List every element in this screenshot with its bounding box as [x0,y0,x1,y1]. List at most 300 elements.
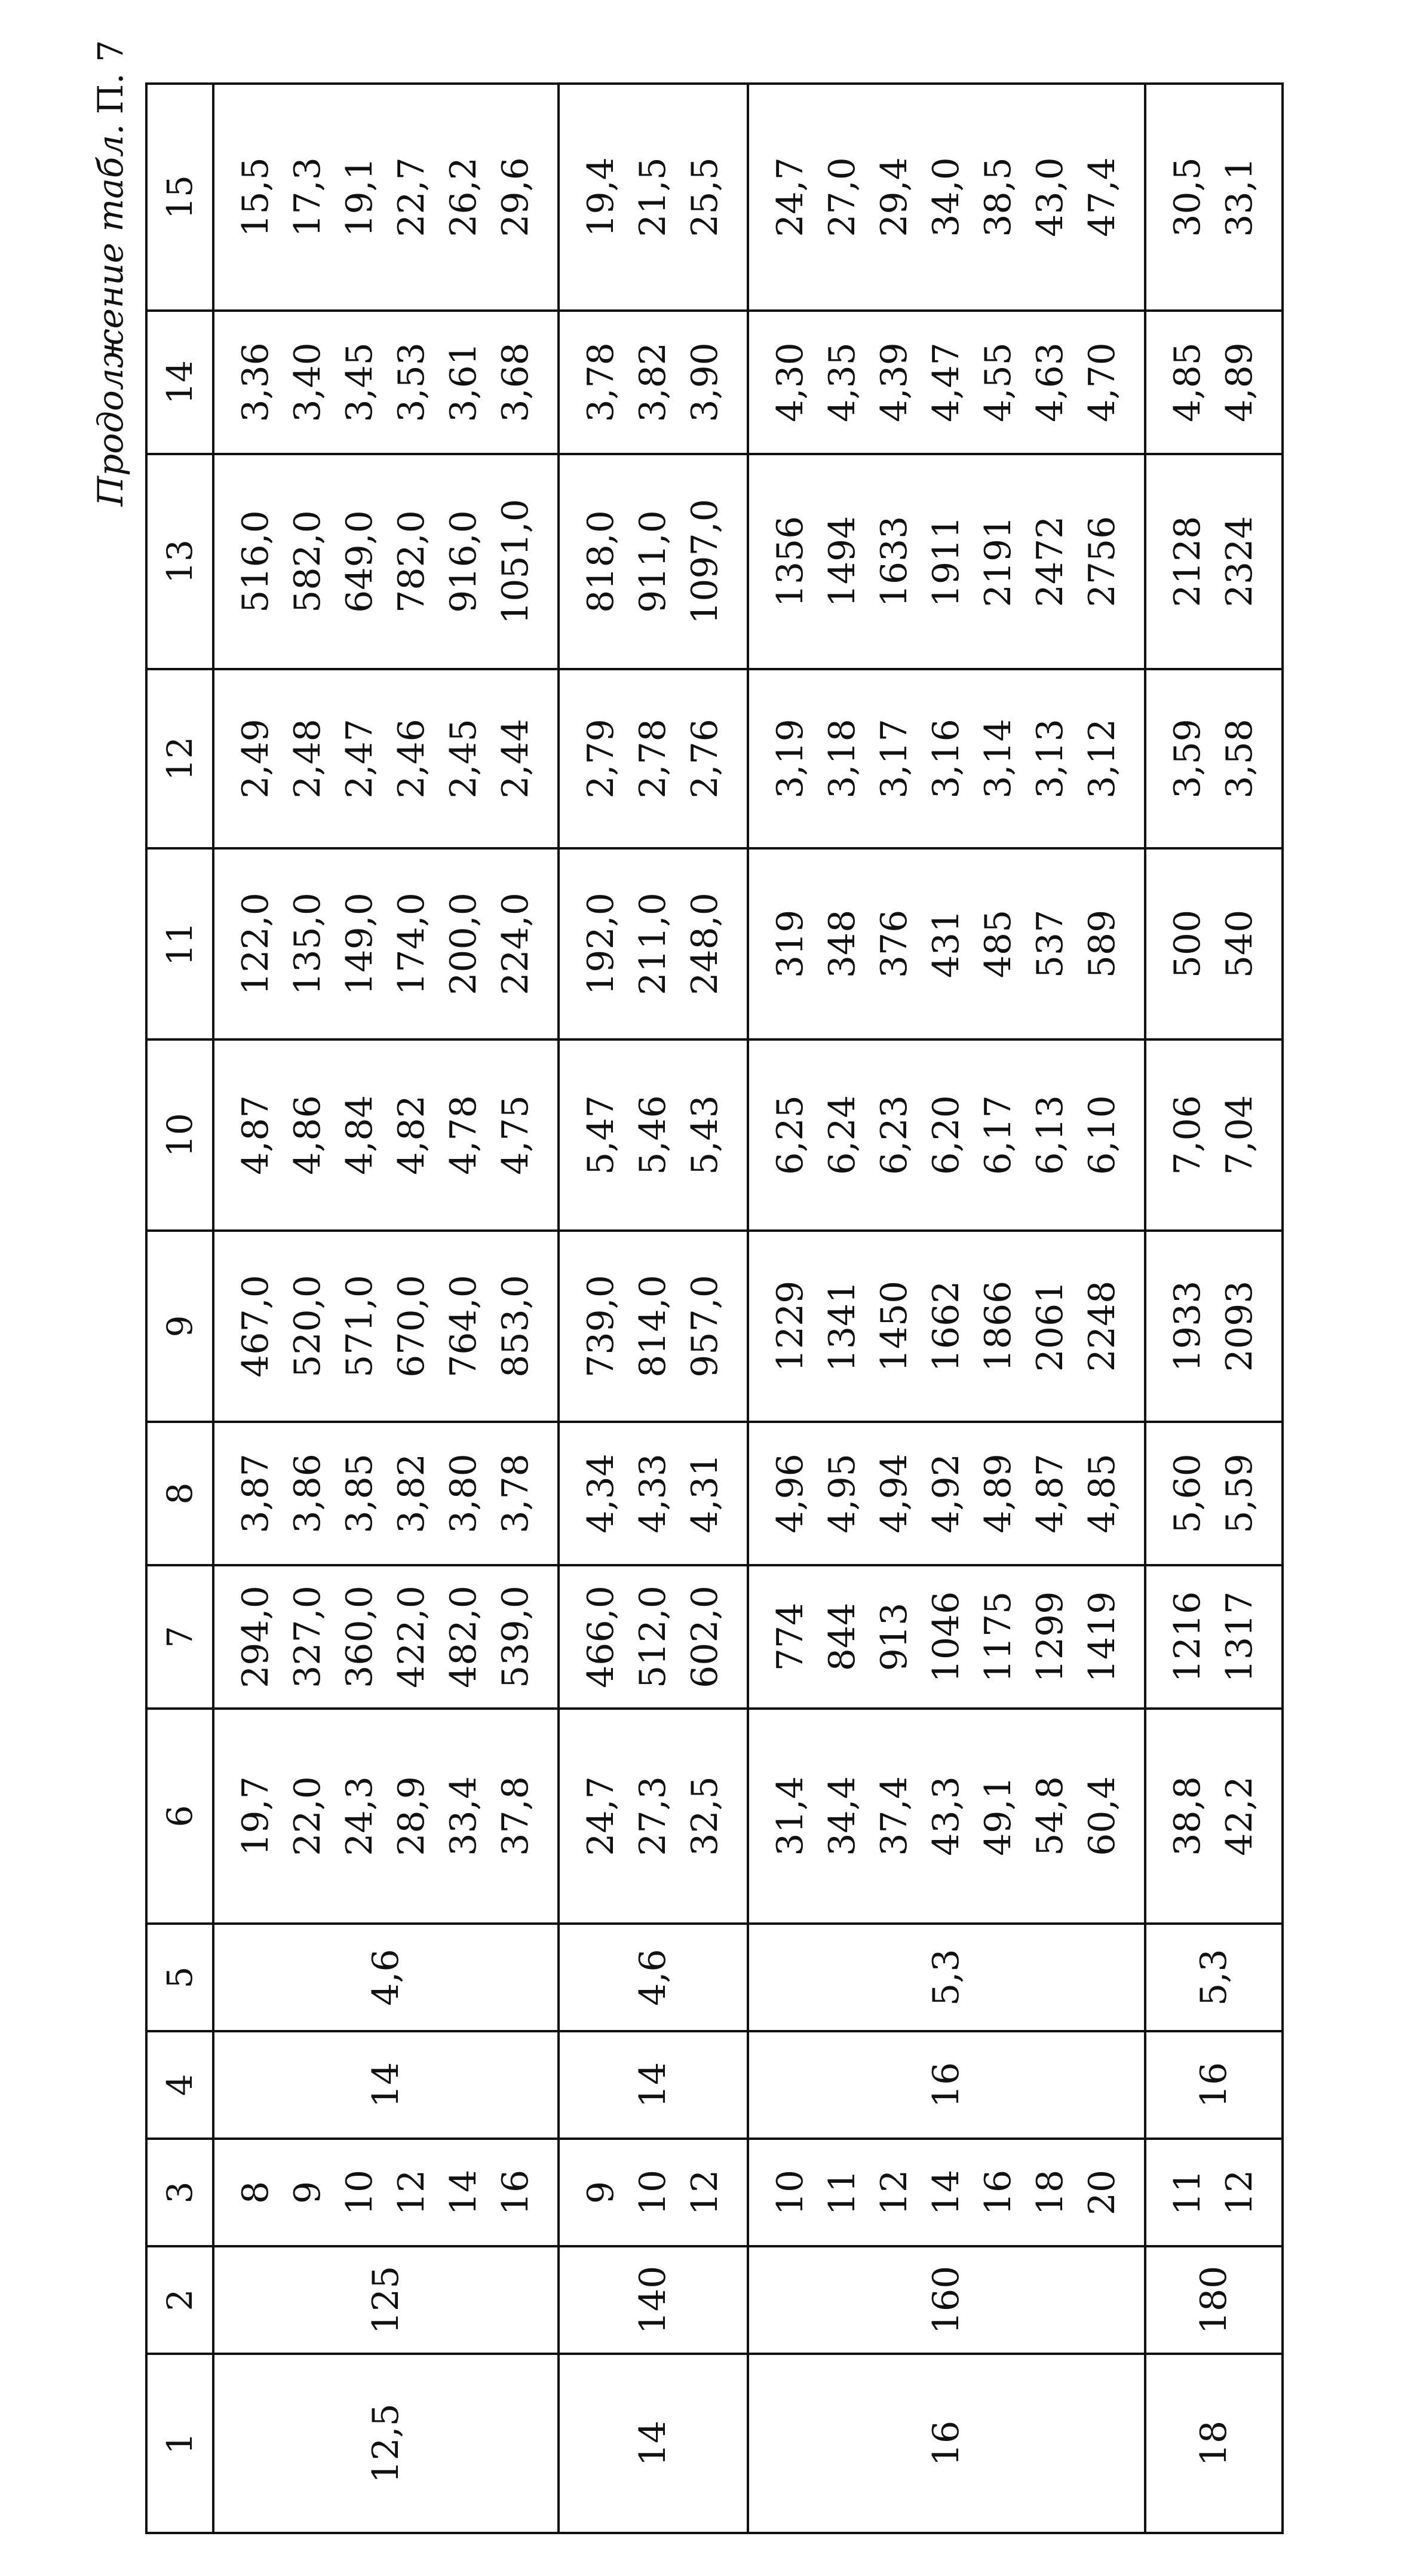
cell-value-stack [560,2140,747,2245]
cell-value: 774 [769,1602,811,1672]
cell-value: 4,86 [287,1095,329,1175]
cell-value: 2,47 [339,719,381,799]
cell-value-stack [214,1423,557,1564]
cell-value: 2,76 [684,719,726,799]
cell-value: 2,45 [443,719,484,799]
cell-value: 4,82 [391,1095,432,1175]
cell-value: 1097,0 [684,499,726,624]
cell-c3 [213,2139,559,2246]
cell-value-stack [214,1710,557,1922]
cell-c4 [748,2031,1145,2139]
cell-value: 34,0 [925,157,967,237]
cell-value: 25,5 [684,157,726,237]
cell-value-stack [1146,1041,1281,1229]
cell-value: 3,58 [1219,719,1260,799]
cell-value: 4,78 [443,1095,484,1175]
cell-value: 422,0 [391,1586,432,1688]
cell-value: 43,3 [925,1776,967,1856]
cell-value: 3,78 [580,342,622,422]
cell-value: 431 [925,909,967,979]
cell-value: 12 [684,2169,726,2216]
cell-value-stack [1146,455,1281,668]
cell-c1 [1145,2354,1283,2533]
cell-c2 [213,2246,559,2354]
cell-value: 11 [1167,2169,1208,2216]
cell-c9 [213,1231,559,1422]
cell-value: 4,47 [925,342,967,422]
col-header-13: 13 [146,454,213,669]
cell-value: 294,0 [235,1586,277,1688]
table-row-group [559,84,748,2533]
cell-value: 3,80 [443,1453,484,1534]
cell-c8 [1145,1422,1283,1565]
cell-c10 [1145,1039,1283,1231]
cell-merged-value: 14 [364,2062,407,2108]
cell-value: 20 [1081,2169,1123,2216]
cell-value: 3,82 [632,342,674,422]
cell-value: 3,13 [1029,719,1071,799]
cell-merged-value: 16 [1192,2062,1235,2108]
col-header-7: 7 [146,1565,213,1709]
cell-value-stack [749,1566,1144,1707]
cell-value: 2191 [977,516,1019,608]
cell-merged-value: 12,5 [364,2403,407,2483]
table-row-group [1145,84,1283,2533]
cell-value: 814,0 [632,1275,674,1378]
cell-c3 [559,2139,748,2246]
cell-c14 [559,311,748,454]
cell-c2 [1145,2246,1283,2354]
cell-value: 539,0 [495,1586,536,1688]
cell-value: 3,17 [873,719,915,799]
cell-value: 22,7 [391,157,432,237]
cell-value: 466,0 [580,1586,622,1688]
cell-c13 [213,454,559,669]
cell-c11 [748,848,1145,1039]
cell-value: 853,0 [495,1275,536,1378]
cell-merged-value: 4,6 [632,1949,674,2006]
col-header-4: 4 [146,2031,213,2139]
cell-value-stack [214,85,557,309]
cell-value: 24,7 [580,1776,622,1856]
cell-value: 4,85 [1081,1453,1123,1534]
data-table [145,82,1284,2534]
cell-value: 2093 [1219,1280,1260,1372]
cell-value: 3,82 [391,1453,432,1534]
cell-value: 348 [821,909,863,979]
cell-merged-value: 180 [1192,2265,1235,2335]
cell-value: 3,16 [925,719,967,799]
cell-value: 1356 [769,516,811,608]
cell-value: 248,0 [684,893,726,995]
col-header-10: 10 [146,1039,213,1231]
cell-value: 3,14 [977,719,1019,799]
cell-value: 670,0 [391,1275,432,1378]
cell-value: 2,44 [495,719,536,799]
cell-merged-value: 16 [925,2420,967,2467]
cell-value: 33,4 [443,1776,484,1856]
cell-value: 3,19 [769,719,811,799]
cell-value: 916,0 [443,510,484,613]
cell-c15 [1145,84,1283,311]
cell-value: 14 [443,2169,484,2216]
cell-value-stack [749,1423,1144,1564]
cell-merged-value: 5,3 [1192,1949,1235,2006]
cell-c8 [559,1422,748,1565]
table-row-group [748,84,1145,2533]
cell-value: 192,0 [580,893,622,995]
cell-value: 18 [1029,2169,1071,2216]
cell-value: 4,55 [977,342,1019,422]
cell-value: 4,89 [977,1453,1019,1534]
cell-value: 12 [391,2169,432,2216]
cell-value: 7,06 [1167,1095,1208,1175]
cell-value: 9 [580,2181,622,2204]
cell-value: 739,0 [580,1275,622,1378]
cell-value-stack [560,1710,747,1922]
col-header-11: 11 [146,848,213,1039]
cell-value: 2,79 [580,719,622,799]
cell-value-stack [214,312,557,453]
cell-value: 38,5 [977,157,1019,237]
cell-value: 913 [873,1602,915,1672]
cell-value-stack [214,1566,557,1707]
cell-value-stack [749,312,1144,453]
cell-value: 4,75 [495,1095,536,1175]
cell-value: 5,59 [1219,1453,1260,1534]
cell-value-stack [1146,2140,1281,2245]
cell-c11 [1145,848,1283,1039]
cell-value: 19,4 [580,157,622,237]
cell-value: 4,92 [925,1453,967,1534]
cell-value: 22,0 [287,1776,329,1856]
cell-value: 4,33 [632,1453,674,1534]
col-header-6: 6 [146,1709,213,1924]
cell-value: 1419 [1081,1591,1123,1683]
cell-c15 [748,84,1145,311]
cell-value: 27,0 [821,157,863,237]
cell-value: 29,4 [873,157,915,237]
cell-value: 2061 [1029,1280,1071,1372]
cell-value: 6,10 [1081,1095,1123,1175]
cell-value-stack [214,670,557,847]
cell-value: 571,0 [339,1275,381,1378]
cell-value-stack [1146,85,1281,309]
cell-value: 500 [1167,909,1208,979]
cell-value: 16 [977,2169,1019,2216]
cell-value: 42,2 [1219,1776,1260,1856]
cell-c2 [748,2246,1145,2354]
cell-value: 4,94 [873,1453,915,1534]
cell-value-stack [214,1041,557,1229]
cell-value: 11 [821,2169,863,2216]
cell-value: 24,7 [769,157,811,237]
col-header-8: 8 [146,1422,213,1565]
cell-value: 1317 [1219,1591,1260,1683]
caption-italic: Продолжение табл. [90,124,131,507]
cell-value-stack [749,1232,1144,1421]
cell-value: 4,84 [339,1095,381,1175]
col-header-14: 14 [146,311,213,454]
cell-value: 649,0 [339,510,381,613]
cell-value: 17,3 [287,157,329,237]
cell-value: 5,60 [1167,1453,1208,1534]
cell-value: 911,0 [632,510,674,613]
cell-value: 764,0 [443,1275,484,1378]
cell-value: 224,0 [495,893,536,995]
cell-c7 [213,1565,559,1709]
cell-value: 28,9 [391,1776,432,1856]
cell-value: 2756 [1081,516,1123,608]
cell-value: 485 [977,909,1019,979]
cell-value: 482,0 [443,1586,484,1688]
cell-c7 [748,1565,1145,1709]
cell-value: 4,85 [1167,342,1208,422]
cell-value: 14 [925,2169,967,2216]
cell-value: 1299 [1029,1591,1071,1683]
cell-value: 5,47 [580,1095,622,1175]
cell-value-stack [560,1423,747,1564]
cell-value: 7,04 [1219,1095,1260,1175]
caption-table-number: П. 7 [90,40,131,115]
cell-value: 602,0 [684,1586,726,1688]
cell-value: 12 [1219,2169,1260,2216]
cell-value: 200,0 [443,893,484,995]
cell-value-stack [1146,1566,1281,1707]
cell-value-stack [749,2140,1144,2245]
cell-merged-value: 18 [1192,2420,1235,2467]
cell-value: 5,43 [684,1095,726,1175]
cell-value: 3,18 [821,719,863,799]
cell-value: 16 [495,2169,536,2216]
cell-value-stack [1146,670,1281,847]
cell-value: 1633 [873,516,915,608]
cell-value: 2,49 [235,719,277,799]
cell-value: 60,4 [1081,1776,1123,1856]
cell-merged-value: 14 [632,2062,674,2108]
cell-merged-value: 4,6 [364,1949,407,2006]
cell-value-stack [749,455,1144,668]
cell-value: 3,85 [339,1453,381,1534]
cell-value: 376 [873,909,915,979]
cell-value: 4,63 [1029,342,1071,422]
cell-c14 [213,311,559,454]
cell-c11 [213,848,559,1039]
table-row-group [213,84,559,2533]
cell-c12 [748,669,1145,848]
cell-c13 [748,454,1145,669]
cell-value: 4,35 [821,342,863,422]
cell-value-stack [214,455,557,668]
cell-value-stack [749,1710,1144,1922]
cell-value: 122,0 [235,893,277,995]
cell-value: 5,46 [632,1095,674,1175]
cell-value: 3,78 [495,1453,536,1534]
cell-c15 [213,84,559,311]
cell-value: 3,90 [684,342,726,422]
cell-value: 1911 [925,516,967,608]
cell-c3 [748,2139,1145,2246]
cell-merged-value: 14 [632,2420,674,2467]
cell-value: 54,8 [1029,1776,1071,1856]
cell-c14 [748,311,1145,454]
cell-value: 782,0 [391,510,432,613]
cell-merged-value: 5,3 [925,1949,967,2006]
cell-value: 24,3 [339,1776,381,1856]
cell-value: 10 [339,2169,381,2216]
cell-value: 19,1 [339,157,381,237]
cell-value-stack [560,455,747,668]
cell-c12 [559,669,748,848]
cell-value: 2,48 [287,719,329,799]
cell-value: 6,25 [769,1095,811,1175]
col-header-12: 12 [146,669,213,848]
cell-value-stack [214,850,557,1038]
cell-c4 [1145,2031,1283,2139]
cell-value: 319 [769,909,811,979]
cell-c9 [748,1231,1145,1422]
cell-value: 4,30 [769,342,811,422]
cell-value: 4,70 [1081,342,1123,422]
cell-value: 2324 [1219,516,1260,608]
cell-value: 37,8 [495,1776,536,1856]
col-header-9: 9 [146,1231,213,1422]
cell-value: 4,34 [580,1453,622,1534]
cell-value: 537 [1029,909,1071,979]
cell-c8 [213,1422,559,1565]
cell-c10 [559,1039,748,1231]
col-header-15: 15 [146,84,213,311]
cell-c6 [213,1709,559,1924]
cell-value: 135,0 [287,893,329,995]
cell-value: 3,86 [287,1453,329,1534]
cell-value: 589 [1081,909,1123,979]
cell-c5 [559,1924,748,2031]
cell-value: 1341 [821,1280,863,1372]
cell-value-stack [560,85,747,309]
cell-value: 512,0 [632,1586,674,1688]
cell-c10 [213,1039,559,1231]
col-header-1: 1 [146,2354,213,2533]
cell-value: 15,5 [235,157,277,237]
cell-c10 [748,1039,1145,1231]
cell-c4 [213,2031,559,2139]
cell-c6 [1145,1709,1283,1924]
cell-value: 360,0 [339,1586,381,1688]
cell-c13 [559,454,748,669]
cell-value: 4,95 [821,1453,863,1534]
cell-value: 540 [1219,909,1260,979]
cell-c7 [559,1565,748,1709]
cell-value: 957,0 [684,1275,726,1378]
cell-value: 49,1 [977,1776,1019,1856]
cell-value: 211,0 [632,893,674,995]
cell-c1 [213,2354,559,2533]
cell-value-stack [1146,1232,1281,1421]
cell-c6 [559,1709,748,1924]
cell-value: 818,0 [580,510,622,613]
cell-c14 [1145,311,1283,454]
cell-value: 3,61 [443,342,484,422]
cell-value: 3,87 [235,1453,277,1534]
cell-c15 [559,84,748,311]
cell-value: 6,20 [925,1095,967,1175]
cell-c9 [1145,1231,1283,1422]
cell-value: 1229 [769,1280,811,1372]
cell-c4 [559,2031,748,2139]
cell-value-stack [749,85,1144,309]
cell-value-stack [560,1566,747,1707]
cell-value: 1175 [977,1591,1019,1683]
cell-value: 2,78 [632,719,674,799]
col-header-5: 5 [146,1924,213,2031]
cell-value-stack [1146,1423,1281,1564]
cell-value: 12 [873,2169,915,2216]
cell-value: 4,87 [235,1095,277,1175]
cell-c13 [1145,454,1283,669]
cell-value: 31,4 [769,1776,811,1856]
cell-value: 1051,0 [495,499,536,624]
cell-value-stack [560,1232,747,1421]
cell-value: 37,4 [873,1776,915,1856]
cell-value: 4,96 [769,1453,811,1534]
cell-value: 2248 [1081,1280,1123,1372]
cell-c9 [559,1231,748,1422]
cell-value-stack [560,312,747,453]
cell-value: 21,5 [632,157,674,237]
cell-value: 2,46 [391,719,432,799]
cell-value: 3,36 [235,342,277,422]
cell-c12 [1145,669,1283,848]
cell-merged-value: 125 [364,2265,407,2335]
cell-value-stack [1146,1710,1281,1922]
cell-value: 30,5 [1167,157,1208,237]
cell-value: 582,0 [287,510,329,613]
table-caption [90,40,131,507]
cell-value: 1933 [1167,1280,1208,1372]
cell-value: 19,7 [235,1776,277,1856]
cell-merged-value: 140 [632,2265,674,2335]
cell-c5 [1145,1924,1283,2031]
cell-value: 1450 [873,1280,915,1372]
cell-value: 4,89 [1219,342,1260,422]
cell-c11 [559,848,748,1039]
cell-value-stack [1146,312,1281,453]
cell-value: 4,87 [1029,1453,1071,1534]
header-row [146,84,213,2533]
cell-value: 4,39 [873,342,915,422]
cell-value: 327,0 [287,1586,329,1688]
cell-value: 6,17 [977,1095,1019,1175]
cell-value: 6,23 [873,1095,915,1175]
cell-value: 6,13 [1029,1095,1071,1175]
cell-value: 3,40 [287,342,329,422]
cell-value: 1662 [925,1280,967,1372]
cell-c1 [559,2354,748,2533]
cell-value: 4,31 [684,1453,726,1534]
cell-value: 47,4 [1081,157,1123,237]
cell-c12 [213,669,559,848]
cell-c6 [748,1709,1145,1924]
cell-value: 8 [235,2181,277,2204]
cell-value-stack [749,850,1144,1038]
cell-merged-value: 160 [925,2265,967,2335]
cell-value-stack [214,2140,557,2245]
cell-value-stack [560,850,747,1038]
cell-value: 9 [287,2181,329,2204]
cell-value: 34,4 [821,1776,863,1856]
cell-c7 [1145,1565,1283,1709]
